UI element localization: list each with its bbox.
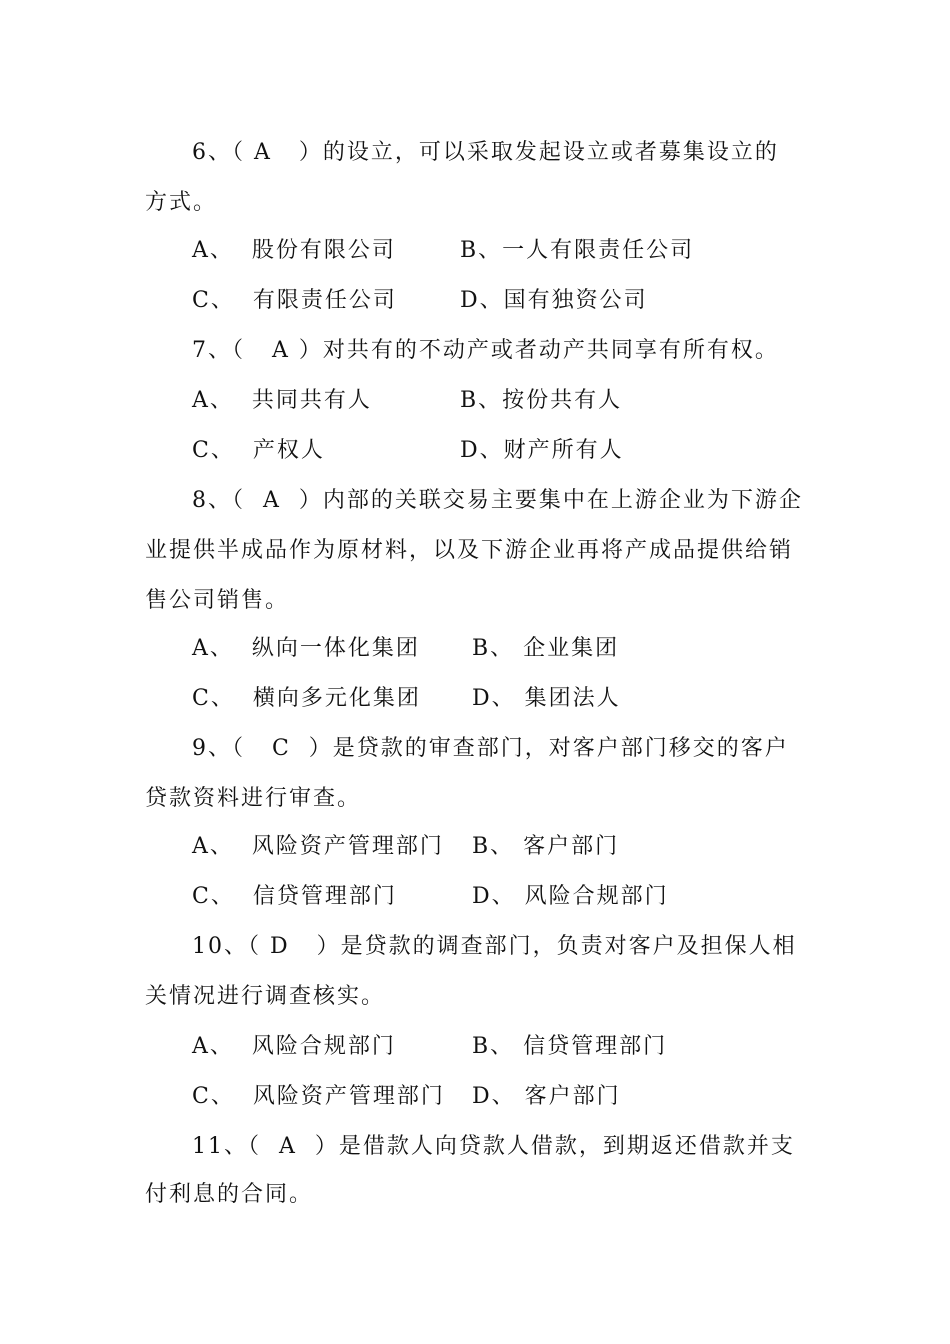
question-10-option-a: A、 风险合规部门 — [192, 1034, 396, 1059]
question-6-line-2: 方式。 — [145, 190, 218, 215]
question-6-option-d: D、国有独资公司 — [460, 288, 648, 313]
question-9-option-b: B、 客户部门 — [472, 834, 620, 859]
question-8-option-c: C、 横向多元化集团 — [192, 686, 421, 711]
question-6-option-b: B、一人有限责任公司 — [460, 238, 695, 263]
question-8-option-b: B、 企业集团 — [472, 636, 620, 661]
question-9-option-d: D、 风险合规部门 — [472, 884, 669, 909]
question-10-option-d: D、 客户部门 — [472, 1084, 621, 1109]
question-8-line-2: 业提供半成品作为原材料，以及下游企业再将产成品提供给销 — [145, 538, 794, 563]
question-8-line-3: 售公司销售。 — [145, 588, 290, 613]
question-11-line-1: 11、（ A ）是借款人向贷款人借款，到期返还借款并支 — [192, 1134, 795, 1159]
question-7-line-1: 7、（ A ）对共有的不动产或者动产共同享有所有权。 — [192, 338, 779, 363]
question-6-option-c: C、 有限责任公司 — [192, 288, 397, 313]
question-7-option-b: B、按份共有人 — [460, 388, 623, 413]
question-9-line-2: 贷款资料进行审查。 — [145, 786, 362, 811]
question-9-option-c: C、 信贷管理部门 — [192, 884, 397, 909]
question-11-line-2: 付利息的合同。 — [145, 1182, 314, 1207]
question-10-line-2: 关情况进行调查核实。 — [145, 984, 386, 1009]
question-8-option-d: D、 集团法人 — [472, 686, 621, 711]
question-8-line-1: 8、（ A ）内部的关联交易主要集中在上游企业为下游企 — [192, 488, 803, 513]
question-6-line-1: 6、（ A ）的设立，可以采取发起设立或者募集设立的 — [192, 140, 779, 165]
question-8-option-a: A、 纵向一体化集团 — [192, 636, 420, 661]
question-9-option-a: A、 风险资产管理部门 — [192, 834, 444, 859]
question-6-option-a: A、 股份有限公司 — [192, 238, 396, 263]
question-9-line-1: 9、（ C ）是贷款的审查部门，对客户部门移交的客户 — [192, 736, 789, 761]
question-10-option-c: C、 风险资产管理部门 — [192, 1084, 445, 1109]
question-7-option-c: C、 产权人 — [192, 438, 325, 463]
question-7-option-a: A、 共同共有人 — [192, 388, 372, 413]
question-7-option-d: D、财产所有人 — [460, 438, 624, 463]
question-10-line-1: 10、（ D ）是贷款的调查部门，负责对客户及担保人相 — [192, 934, 797, 959]
question-10-option-b: B、 信贷管理部门 — [472, 1034, 668, 1059]
